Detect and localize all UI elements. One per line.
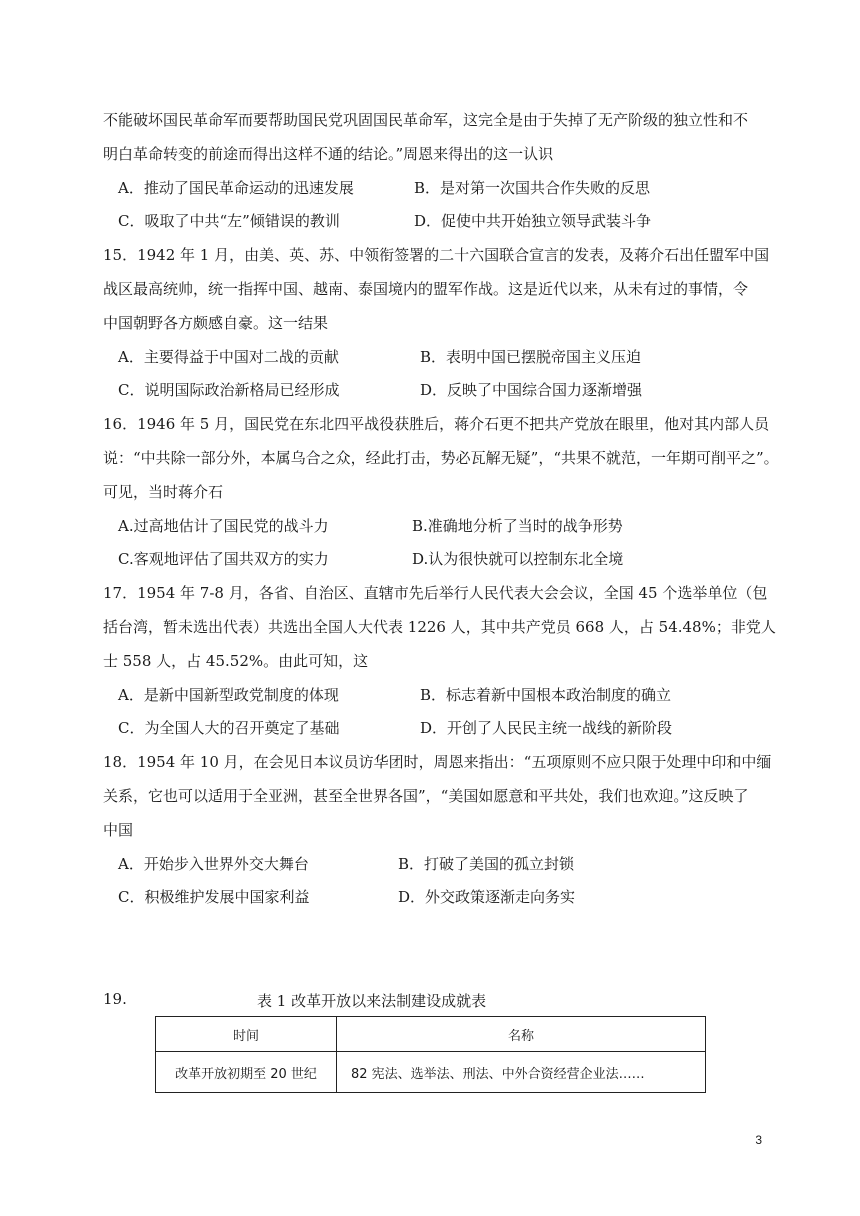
- q14-option-d: D．促使中共开始独立领导武装斗争: [414, 212, 652, 230]
- q16-option-c: C.客观地评估了国共双方的实力: [118, 550, 329, 568]
- table-header-row: [156, 1017, 706, 1052]
- q19-number: 19.: [103, 990, 127, 1008]
- q17-option-d: D．开创了人民民主统一战线的新阶段: [420, 719, 673, 737]
- law-achievements-table: [155, 1016, 706, 1093]
- q15-stem-line-1: 15．1942 年 1 月，由美、英、苏、中领衔签署的二十六国联合宣言的发表，及蒋介石出任盟军中国: [103, 246, 770, 264]
- q19-table-caption: 表 1 改革开放以来法制建设成就表: [257, 992, 487, 1010]
- cell-time: 改革开放初期至 20 世纪: [156, 1052, 337, 1093]
- header-name: 名称: [337, 1017, 706, 1052]
- q18-stem-line-2: 关系，它也可以适用于全亚洲，甚至全世界各国”，“美国如愿意和平共处，我们也欢迎。”这反映了: [103, 787, 749, 805]
- header-time: 时间: [156, 1017, 337, 1052]
- q16-option-d: D.认为很快就可以控制东北全境: [412, 550, 624, 568]
- cell-name: 82 宪法、选举法、刑法、中外合资经营企业法……: [337, 1052, 706, 1093]
- q15-option-c: C．说明国际政治新格局已经形成: [118, 381, 340, 399]
- q17-stem-line-3: 士 558 人，占 45.52%。由此可知，这: [103, 652, 369, 670]
- page-number: 3: [755, 1133, 762, 1147]
- q18-option-b: B．打破了美国的孤立封锁: [398, 855, 575, 873]
- q18-stem-line-3: 中国: [103, 821, 134, 839]
- q15-option-d: D．反映了中国综合国力逐渐增强: [420, 381, 643, 399]
- q18-stem-line-1: 18．1954 年 10 月，在会见日本议员访华团时，周恩来指出：“五项原则不应只限于处理中印和中缅: [103, 753, 772, 771]
- q15-stem-line-2: 战区最高统帅，统一指挥中国、越南、泰国境内的盟军作战。这是近代以来，从未有过的事情，令: [103, 280, 749, 298]
- q16-stem-line-3: 可见，当时蒋介石: [103, 483, 224, 501]
- q14-stem-line-2: 明白革命转变的前途而得出这样不通的结论。”周恩来得出的这一认识: [103, 145, 554, 163]
- q16-stem-line-1: 16．1946 年 5 月，国民党在东北四平战役获胜后，蒋介石更不把共产党放在眼里，他对其内部人员: [103, 415, 770, 433]
- q14-option-c: C．吸取了中共“左”倾错误的教训: [118, 212, 340, 230]
- q17-option-b: B．标志着新中国根本政治制度的确立: [420, 686, 672, 704]
- q14-option-a: A．推动了国民革命运动的迅速发展: [118, 179, 354, 197]
- q16-option-a: A.过高地估计了国民党的战斗力: [118, 517, 329, 535]
- q18-option-a: A．开始步入世界外交大舞台: [118, 855, 309, 873]
- q16-option-b: B.准确地分析了当时的战争形势: [412, 517, 623, 535]
- q14-option-b: B．是对第一次国共合作失败的反思: [414, 179, 651, 197]
- q18-option-c: C．积极维护发展中国家利益: [118, 888, 310, 906]
- q15-stem-line-3: 中国朝野各方颇感自豪。这一结果: [103, 314, 329, 332]
- q17-option-a: A．是新中国新型政党制度的体现: [118, 686, 339, 704]
- q15-option-a: A．主要得益于中国对二战的贡献: [118, 348, 339, 366]
- table-row: [156, 1052, 706, 1093]
- q17-stem-line-1: 17．1954 年 7-8 月，各省、自治区、直辖市先后举行人民代表大会会议，全国 45 个选举单位（包: [103, 584, 768, 602]
- q17-option-c: C．为全国人大的召开奠定了基础: [118, 719, 340, 737]
- q14-stem-line-1: 不能破坏国民革命军而要帮助国民党巩固国民革命军，这完全是由于失掉了无产阶级的独立性和不: [103, 111, 749, 129]
- q16-stem-line-2: 说：“中共除一部分外，本属乌合之众，经此打击，势必瓦解无疑”，“共果不就范，一年期可削平之”。: [103, 449, 779, 467]
- q18-option-d: D．外交政策逐渐走向务实: [398, 888, 576, 906]
- q15-option-b: B．表明中国已摆脱帝国主义压迫: [420, 348, 642, 366]
- q17-stem-line-2: 括台湾，暂未选出代表）共选出全国人大代表 1226 人，其中共产党员 668 人，占 54.48%；非党人: [103, 618, 776, 636]
